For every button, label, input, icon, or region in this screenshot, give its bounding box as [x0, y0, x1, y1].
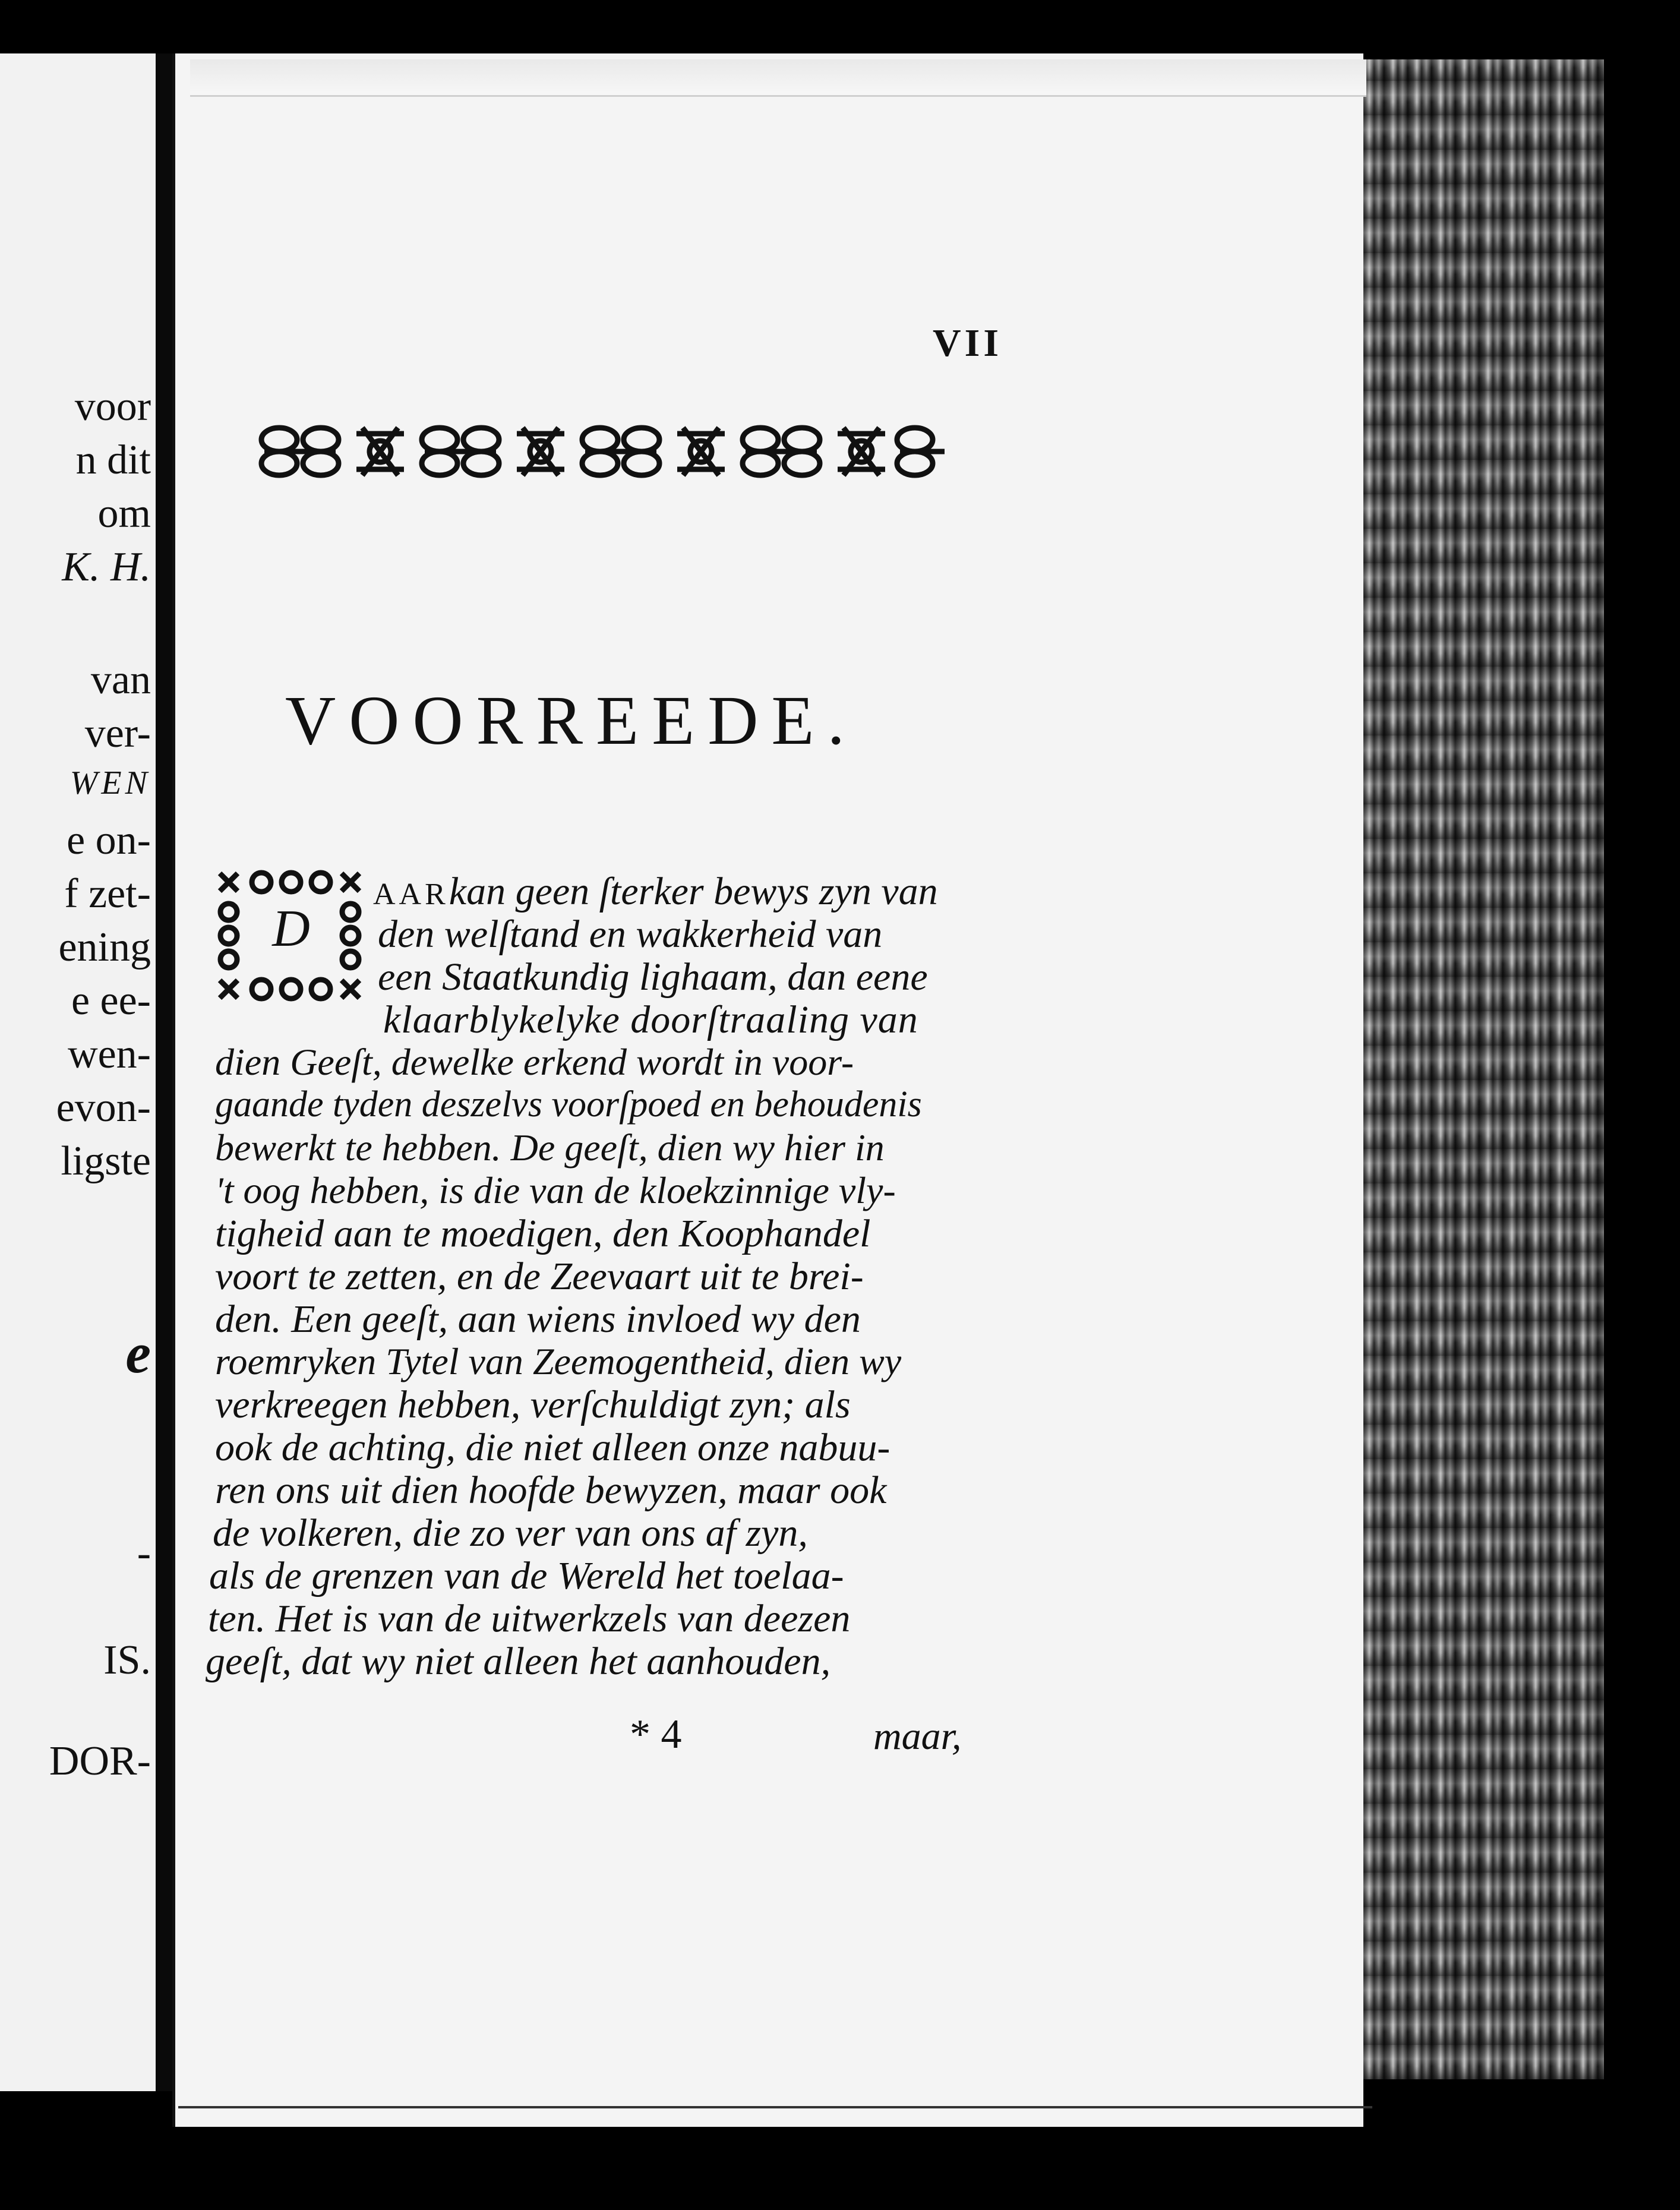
- left-text-fragment: n dit: [75, 437, 151, 483]
- left-text-fragment: evon-: [56, 1085, 151, 1131]
- signature-mark: * 4: [630, 1712, 682, 1757]
- body-line: dien Geeſt, dewelke erkend wordt in voor-: [215, 1041, 854, 1083]
- left-text-fragment: ening: [58, 924, 151, 970]
- left-text-fragment: -: [137, 1530, 151, 1576]
- first-word-smallcaps: AAR: [373, 877, 449, 911]
- body-line: bewerkt te hebben. De geeſt, dien wy hier in: [215, 1126, 885, 1169]
- left-text-fragment: IS.: [103, 1637, 151, 1683]
- page-bottom-edge: [178, 2106, 1372, 2108]
- book-page-edge-shading: [1360, 59, 1604, 2079]
- left-text-fragment: e ee-: [71, 978, 151, 1024]
- ornament-cross-icon: [517, 428, 564, 475]
- ornament-knot-icon: [422, 428, 499, 475]
- ornament-cross-icon: [838, 428, 885, 475]
- body-line: de volkeren, die zo ver van ons af zyn,: [213, 1511, 808, 1555]
- ornament-knot-icon: [897, 428, 945, 475]
- left-text-fragment: om: [97, 491, 151, 536]
- left-text-fragment: ver-: [84, 711, 151, 756]
- left-text-fragment: ligste: [61, 1138, 151, 1184]
- page-number: VII: [933, 321, 1003, 365]
- body-line: voort te zetten, en de Zeevaart uit te brei-: [215, 1255, 864, 1298]
- left-text-fragment: van: [90, 657, 151, 703]
- page-top-edge: [190, 59, 1366, 97]
- body-line: ten. Het is van de uitwerkzels van deezen: [208, 1597, 851, 1640]
- body-line: den welſtand en wakkerheid van: [378, 913, 883, 956]
- body-line: roemryken Tytel van Zeemogentheid, dien wy: [215, 1340, 902, 1382]
- body-line: ren ons uit dien hoofde bewyzen, maar ook: [215, 1469, 887, 1512]
- drop-cap-letter: D: [272, 900, 310, 958]
- left-text-fragment: e on-: [67, 817, 151, 863]
- body-line: [373, 872, 938, 911]
- body-line: verkreegen hebben, verſchuldigt zyn; als: [215, 1383, 851, 1426]
- body-line: gaande tyden deszelvs voorſpoed en behoudenis: [215, 1084, 922, 1125]
- body-line: geeſt, dat wy niet alleen het aanhouden,: [206, 1640, 831, 1683]
- body-line: klaarblykelyke doorſtraaling van: [383, 998, 918, 1041]
- ornament-knot-icon: [261, 428, 339, 475]
- ornament-knot-icon: [582, 428, 659, 475]
- body-line: 't oog hebben, is die van de kloekzinnige vly-: [215, 1169, 896, 1211]
- body-line: als de grenzen van de Wereld het toelaa-: [209, 1554, 844, 1597]
- left-text-fragment: voor: [74, 384, 151, 430]
- ornament-cross-icon: [356, 428, 404, 475]
- left-text-fragment: e: [125, 1321, 151, 1385]
- body-line: den. Een geeſt, aan wiens invloed wy den: [215, 1297, 861, 1341]
- left-text-fragment: f zet-: [64, 871, 151, 917]
- catchword: maar,: [873, 1715, 962, 1758]
- body-line: een Staatkundig lighaam, dan eene: [378, 955, 928, 999]
- left-text-fragment: WEN: [70, 765, 151, 801]
- left-text-fragment: DOR-: [49, 1738, 151, 1784]
- ornament-cross-icon: [677, 428, 725, 475]
- body-line-text: kan geen ſterker bewys zyn van: [449, 870, 938, 913]
- left-text-fragment: K. H.: [62, 544, 151, 590]
- ornament-band-icon: [255, 416, 956, 487]
- ornament-knot-icon: [743, 428, 820, 475]
- left-page: [0, 53, 156, 2091]
- body-line: ook de achting, die niet alleen onze nabuu-: [215, 1426, 890, 1469]
- page-title: VOORREEDE.: [285, 681, 858, 759]
- body-line: tigheid aan te moedigen, den Koophandel: [215, 1212, 871, 1255]
- left-text-fragment: wen-: [68, 1031, 151, 1077]
